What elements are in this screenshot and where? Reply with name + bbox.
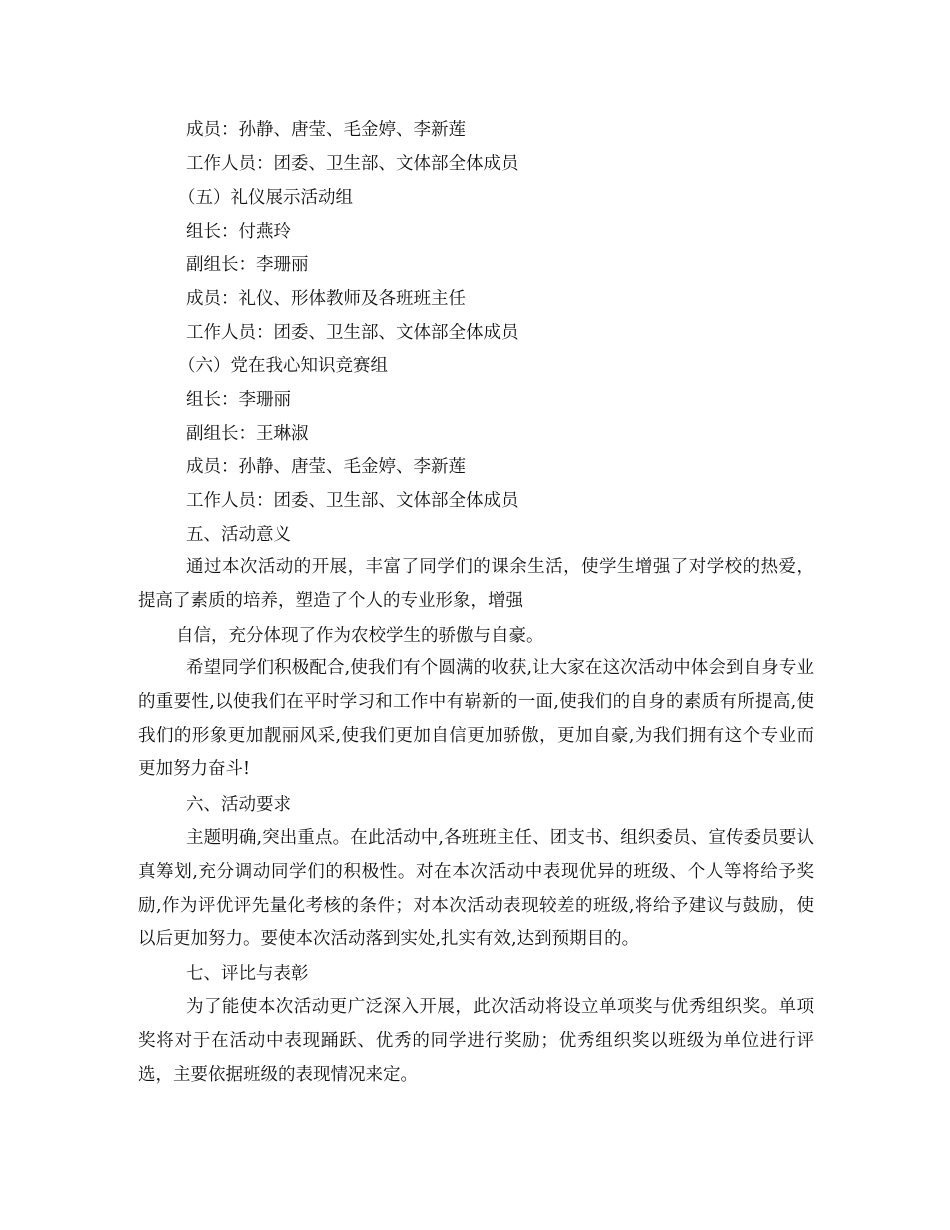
leader-line: 组长：付燕玲 <box>186 222 291 242</box>
meaning-paragraph-1-tail: 自信，充分体现了作为农校学生的骄傲与自豪。 <box>176 626 544 646</box>
deputy-leader-line: 副组长：李珊丽 <box>186 255 309 275</box>
awards-paragraph: 为了能使本次活动更广泛深入开展，此次活动将设立单项奖与优秀组织奖。单项奖将对于在活动中表现踊跃、优秀的同学进行奖励；优秀组织奖以班级为单位进行评选，主要依据班级的表现情况来定。 <box>138 997 814 1085</box>
member-line: 成员：礼仪、形体教师及各班班主任 <box>186 289 466 309</box>
meaning-paragraph-1: 通过本次活动的开展，丰富了同学们的课余生活，使学生增强了对学校的热爱，提高了素质的培养，塑造了个人的专业形象，增强 <box>138 557 814 611</box>
leader-line: 组长：李珊丽 <box>186 390 291 410</box>
member-line: 成员：孙静、唐莹、毛金婷、李新莲 <box>186 457 466 477</box>
staff-line: 工作人员：团委、卫生部、文体部全体成员 <box>186 323 519 343</box>
section-heading-meaning: 五、活动意义 <box>186 525 291 545</box>
member-line: 成员：孙静、唐莹、毛金婷、李新莲 <box>186 120 466 140</box>
staff-line: 工作人员：团委、卫生部、文体部全体成员 <box>186 491 519 511</box>
section-heading-awards: 七、评比与表彰 <box>186 964 309 984</box>
staff-line: 工作人员：团委、卫生部、文体部全体成员 <box>186 154 519 174</box>
group-heading-knowledge-contest: （六）党在我心知识竞赛组 <box>178 356 388 376</box>
group-heading-etiquette: （五）礼仪展示活动组 <box>178 188 353 208</box>
meaning-paragraph-2: 希望同学们积极配合,使我们有个圆满的收获,让大家在这次活动中体会到自身专业的重要性,以使我们在平时学习和工作中有崭新的一面,使我们的自身的素质有所提高,使我们的形象更加靓丽风采,使我们更加自信更加骄傲，更加自豪,为我们拥有这个专业而更加努力奋斗! <box>138 658 814 780</box>
deputy-leader-line: 副组长：王琳淑 <box>186 424 309 444</box>
section-heading-requirements: 六、活动要求 <box>186 795 291 815</box>
requirements-paragraph: 主题明确,突出重点。在此活动中,各班班主任、团支书、组织委员、宣传委员要认真筹划,充分调动同学们的积极性。对在本次活动中表现优异的班级、个人等将给予奖励,作为评优评先量化考核的条件；对本次活动表现较差的班级,将给予建议与鼓励，使以后更加努力。要使本次活动落到实处,扎实有效,达到预期目的。 <box>138 828 814 950</box>
